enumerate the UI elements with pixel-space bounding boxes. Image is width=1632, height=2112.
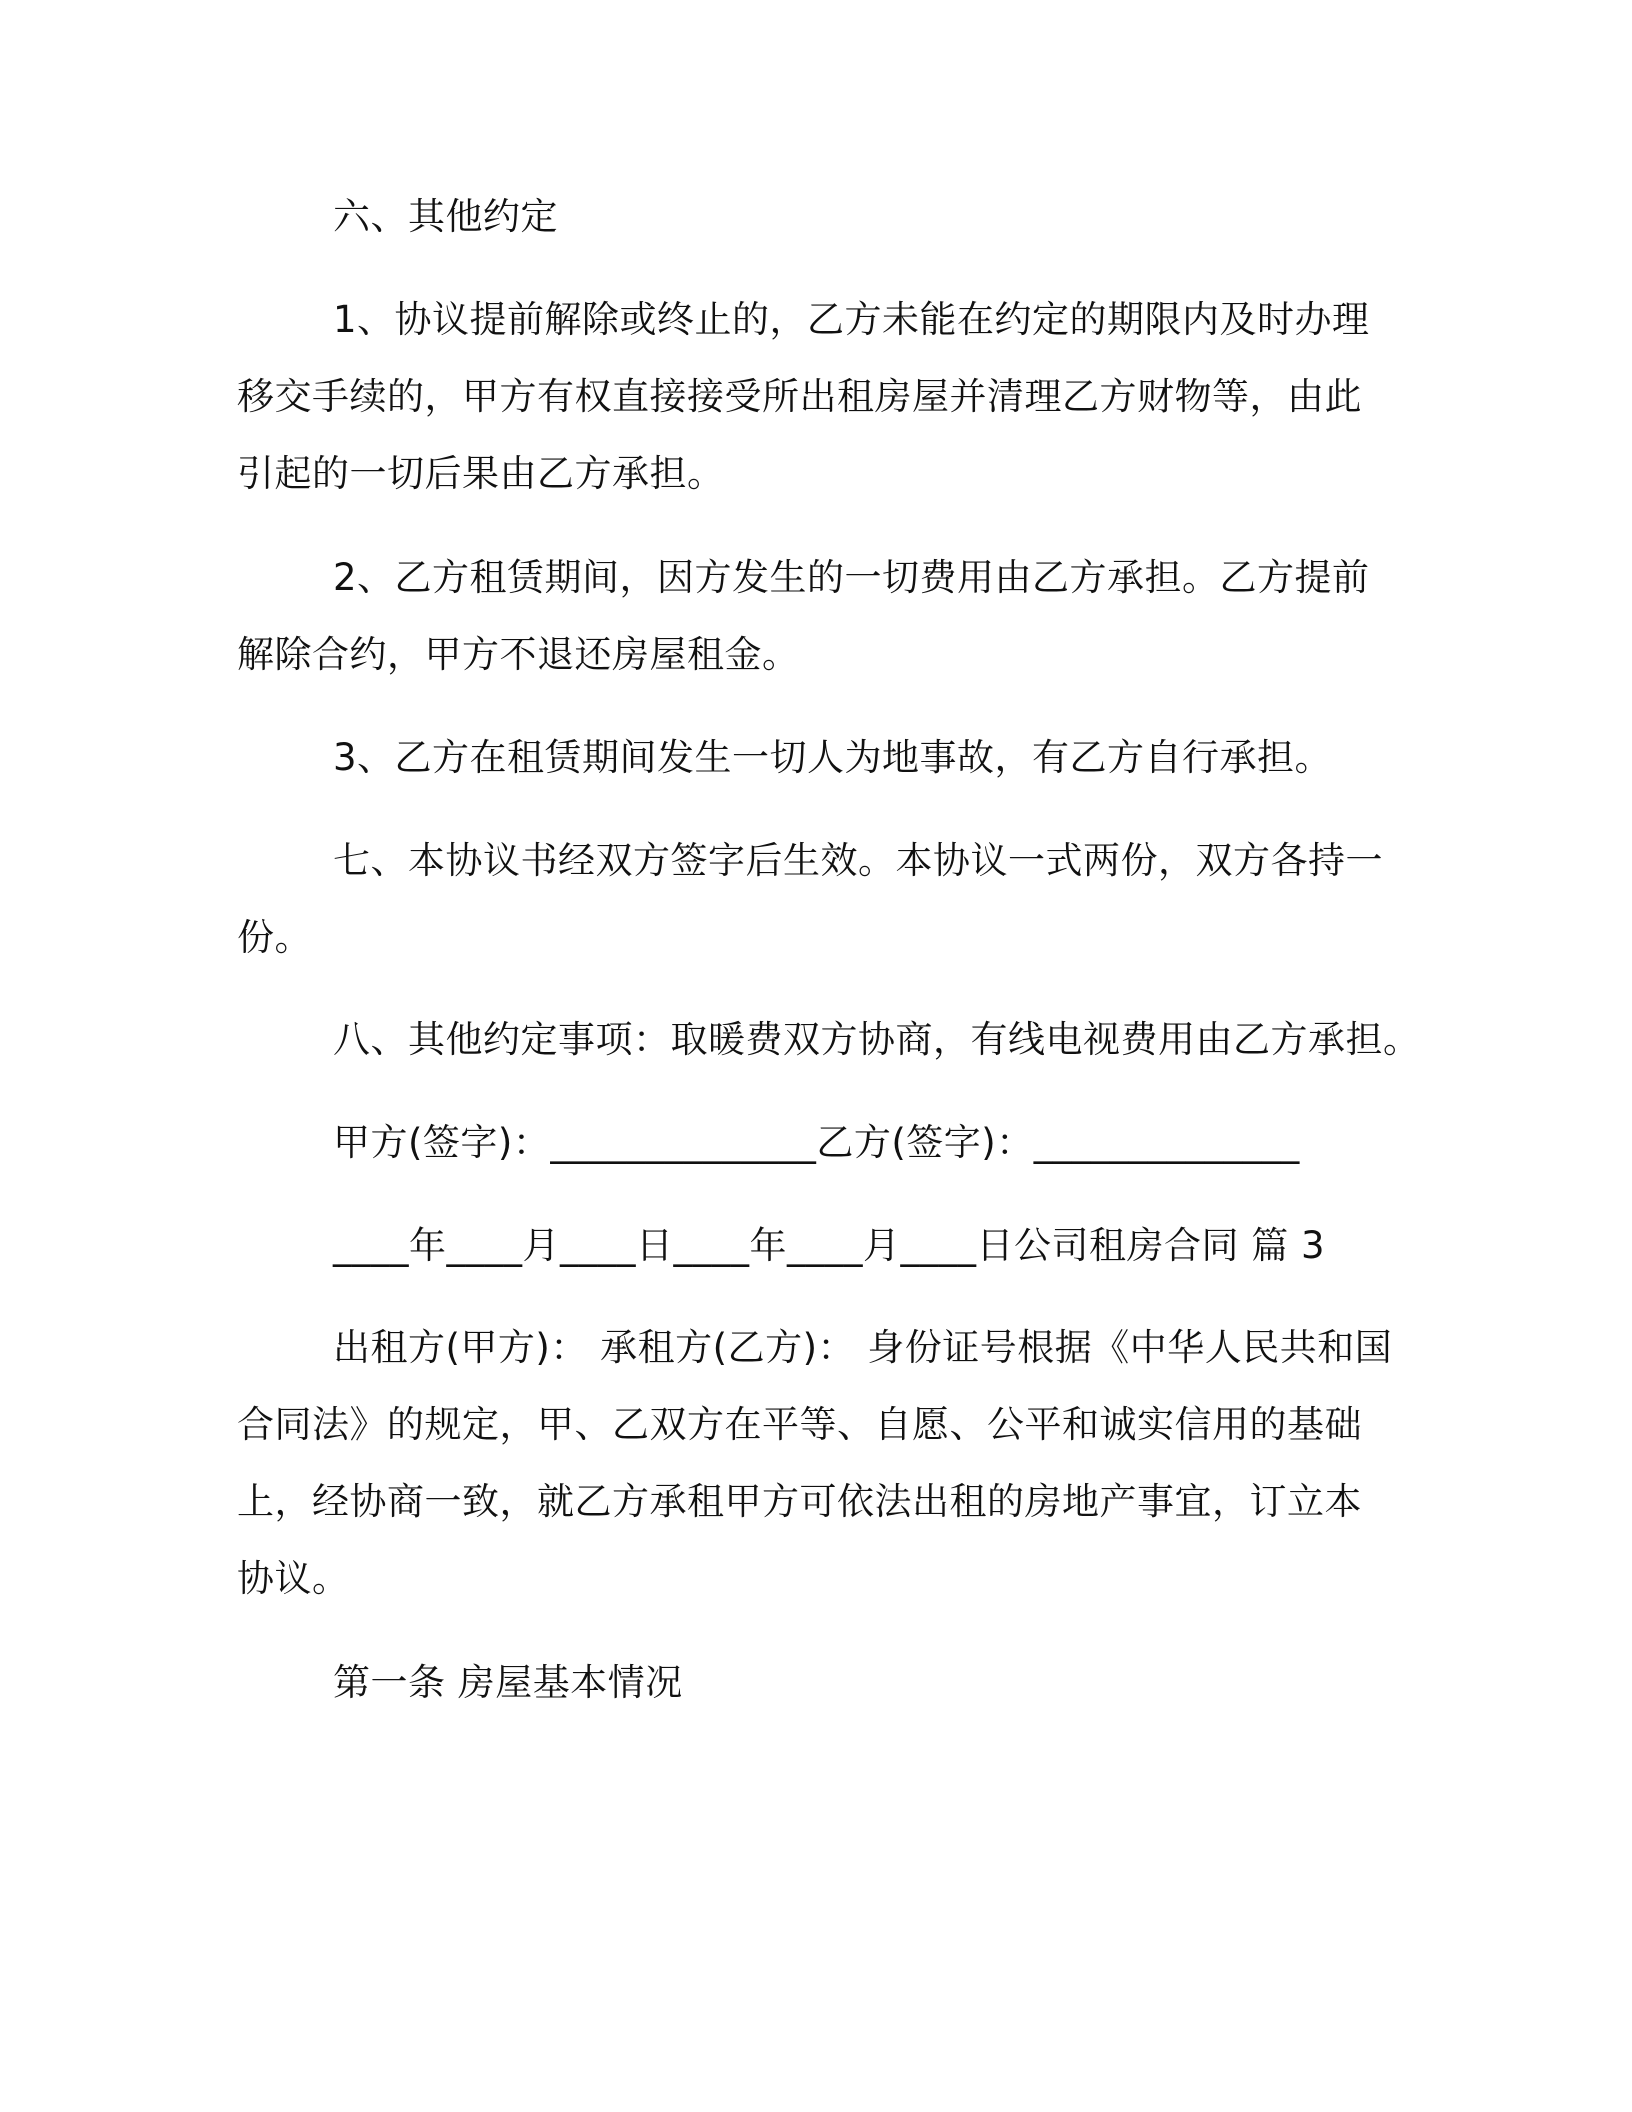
article-one-heading: 第一条 房屋基本情况 [333,1661,683,1704]
section-six-item3-line1: 3、乙方在租赁期间发生一切人为地事故，有乙方自行承担。 [333,736,1333,779]
intro-line1: 出租方(甲方)： 承租方(乙方)： 身份证号根据《中华人民共和国 [333,1326,1393,1369]
section-eight-line1: 八、其他约定事项：取暖费双方协商，有线电视费用由乙方承担。 [333,1018,1421,1061]
intro-line4: 协议。 [237,1557,350,1600]
section-six-heading: 六、其他约定 [333,195,558,238]
intro-line3: 上，经协商一致，就乙方承租甲方可依法出租的房地产事宜，订立本 [237,1480,1362,1523]
section-six-item1-line1: 1、协议提前解除或终止的，乙方未能在约定的期限内及时办理 [333,298,1370,341]
section-six-item2-line2: 解除合约，甲方不退还房屋租金。 [237,633,800,676]
intro-line2: 合同法》的规定，甲、乙双方在平等、自愿、公平和诚实信用的基础 [237,1403,1362,1446]
section-six-item1-line3: 引起的一切后果由乙方承担。 [237,452,725,495]
section-six-item1-line2: 移交手续的，甲方有权直接接受所出租房屋并清理乙方财物等，由此 [237,375,1362,418]
section-seven-line2: 份。 [237,916,312,959]
date-line: ____年____月____日____年____月____日公司租房合同 篇 3 [333,1224,1326,1267]
signature-line: 甲方(签字)：______________乙方(签字)：______________ [333,1121,1300,1164]
section-six-item2-line1: 2、乙方租赁期间，因方发生的一切费用由乙方承担。乙方提前 [333,556,1370,599]
section-seven-line1: 七、本协议书经双方签字后生效。本协议一式两份，双方各持一 [333,839,1383,882]
